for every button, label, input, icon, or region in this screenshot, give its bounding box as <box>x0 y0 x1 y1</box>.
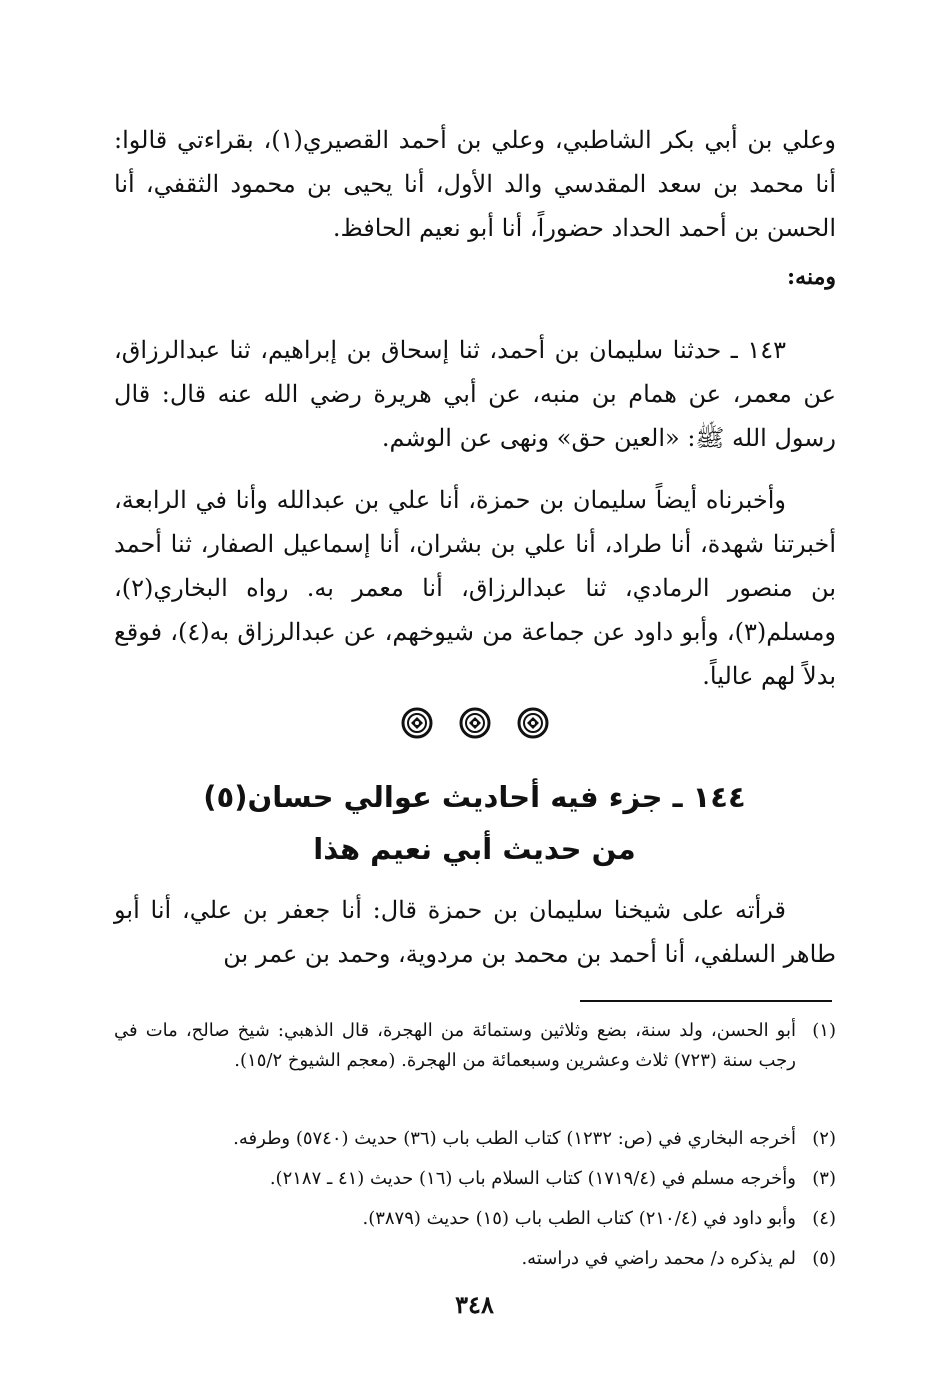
section-label: ومنه: <box>787 264 836 290</box>
footnote-2 <box>114 1124 836 1154</box>
paragraph-1 <box>114 118 836 250</box>
ornament-divider <box>0 707 949 743</box>
footnote-1-text: أبو الحسن، ولد سنة، بضع وثلاثين وستمائة من الهجرة، قال الذهبي: شيخ صالح، مات في رجب سنة (٧٢٣) ثلاث وعشرين وسبعمائة من الهجرة. (معجم الشيوخ ١٥/٢). <box>114 1020 796 1071</box>
paragraph-3-text: وأخبرناه أيضاً سليمان بن حمزة، أنا علي بن عبدالله وأنا في الرابعة، أخبرتنا شهدة، أنا طراد، أنا علي بن بشران، أنا إسماعيل الصفار، ثنا أحمد بن منصور الرمادي، ثنا عبدالرزاق، أنا معمر به. رواه البخاري(٢)، ومسلم(٣)، وأبو داود عن جماعة من شيوخهم، عن عبدالرزاق به(٤)، فوقع بدلاً لهم عالياً. <box>114 486 837 690</box>
footnote-5-text: لم يذكره د/ محمد راضي في دراسته. <box>521 1248 796 1269</box>
footnote-4 <box>114 1204 836 1234</box>
paragraph-1-text: وعلي بن أبي بكر الشاطبي، وعلي بن أحمد القصيري(١)، بقراءتي قالوا: أنا محمد بن سعد المقدسي والد الأول، أنا يحيى بن محمود الثقفي، أنا الحسن بن أحمد الحداد حضوراً، أنا أبو نعيم الحافظ. <box>114 126 836 242</box>
footnote-4-number: (٤) <box>812 1208 836 1229</box>
page-number: ٣٤٨ <box>455 1290 494 1319</box>
footnote-5 <box>114 1244 836 1274</box>
section-heading-line-1: ١٤٤ ـ جزء فيه أحاديث عوالي حسان(٥) <box>203 780 746 814</box>
footnote-1 <box>114 1016 836 1076</box>
section-heading-line-2: من حديث أبي نعيم هذا <box>313 832 636 866</box>
ornament-icon <box>401 707 433 739</box>
footnote-2-text: أخرجه البخاري في (ص: ١٢٣٢) كتاب الطب باب (٣٦) حديث (٥٧٤٠) وطرفه. <box>233 1128 796 1149</box>
paragraph-3 <box>114 478 836 698</box>
footnote-2-number: (٢) <box>812 1128 836 1149</box>
footnote-divider <box>580 1000 832 1002</box>
footnote-3-number: (٣) <box>812 1168 836 1189</box>
footnote-3-text: وأخرجه مسلم في (١٧١٩/٤) كتاب السلام باب (١٦) حديث (٤١ ـ ٢١٨٧). <box>269 1168 796 1189</box>
footnote-4-text: وأبو داود في (٢١٠/٤) كتاب الطب باب (١٥) حديث (٣٨٧٩). <box>362 1208 796 1229</box>
footnote-5-number: (٥) <box>812 1248 836 1269</box>
paragraph-4 <box>114 888 836 976</box>
hadith-143-text: ١٤٣ ـ حدثنا سليمان بن أحمد، ثنا إسحاق بن إبراهيم، ثنا عبدالرزاق، عن معمر، عن همام بن منبه، عن أبي هريرة رضي الله عنه قال: قال رسول الله ﷺ: «العين حق» ونهى عن الوشم. <box>114 336 836 452</box>
ornament-icon <box>517 707 549 739</box>
footnote-1-number: (١) <box>812 1020 836 1041</box>
footnote-3 <box>114 1164 836 1194</box>
hadith-143 <box>114 328 836 460</box>
paragraph-4-text: قرأته على شيخنا سليمان بن حمزة قال: أنا جعفر بن علي، أنا أبو طاهر السلفي، أنا أحمد بن محمد بن مردوية، وحمد بن عمر بن <box>114 896 836 968</box>
ornament-icon <box>459 707 491 739</box>
